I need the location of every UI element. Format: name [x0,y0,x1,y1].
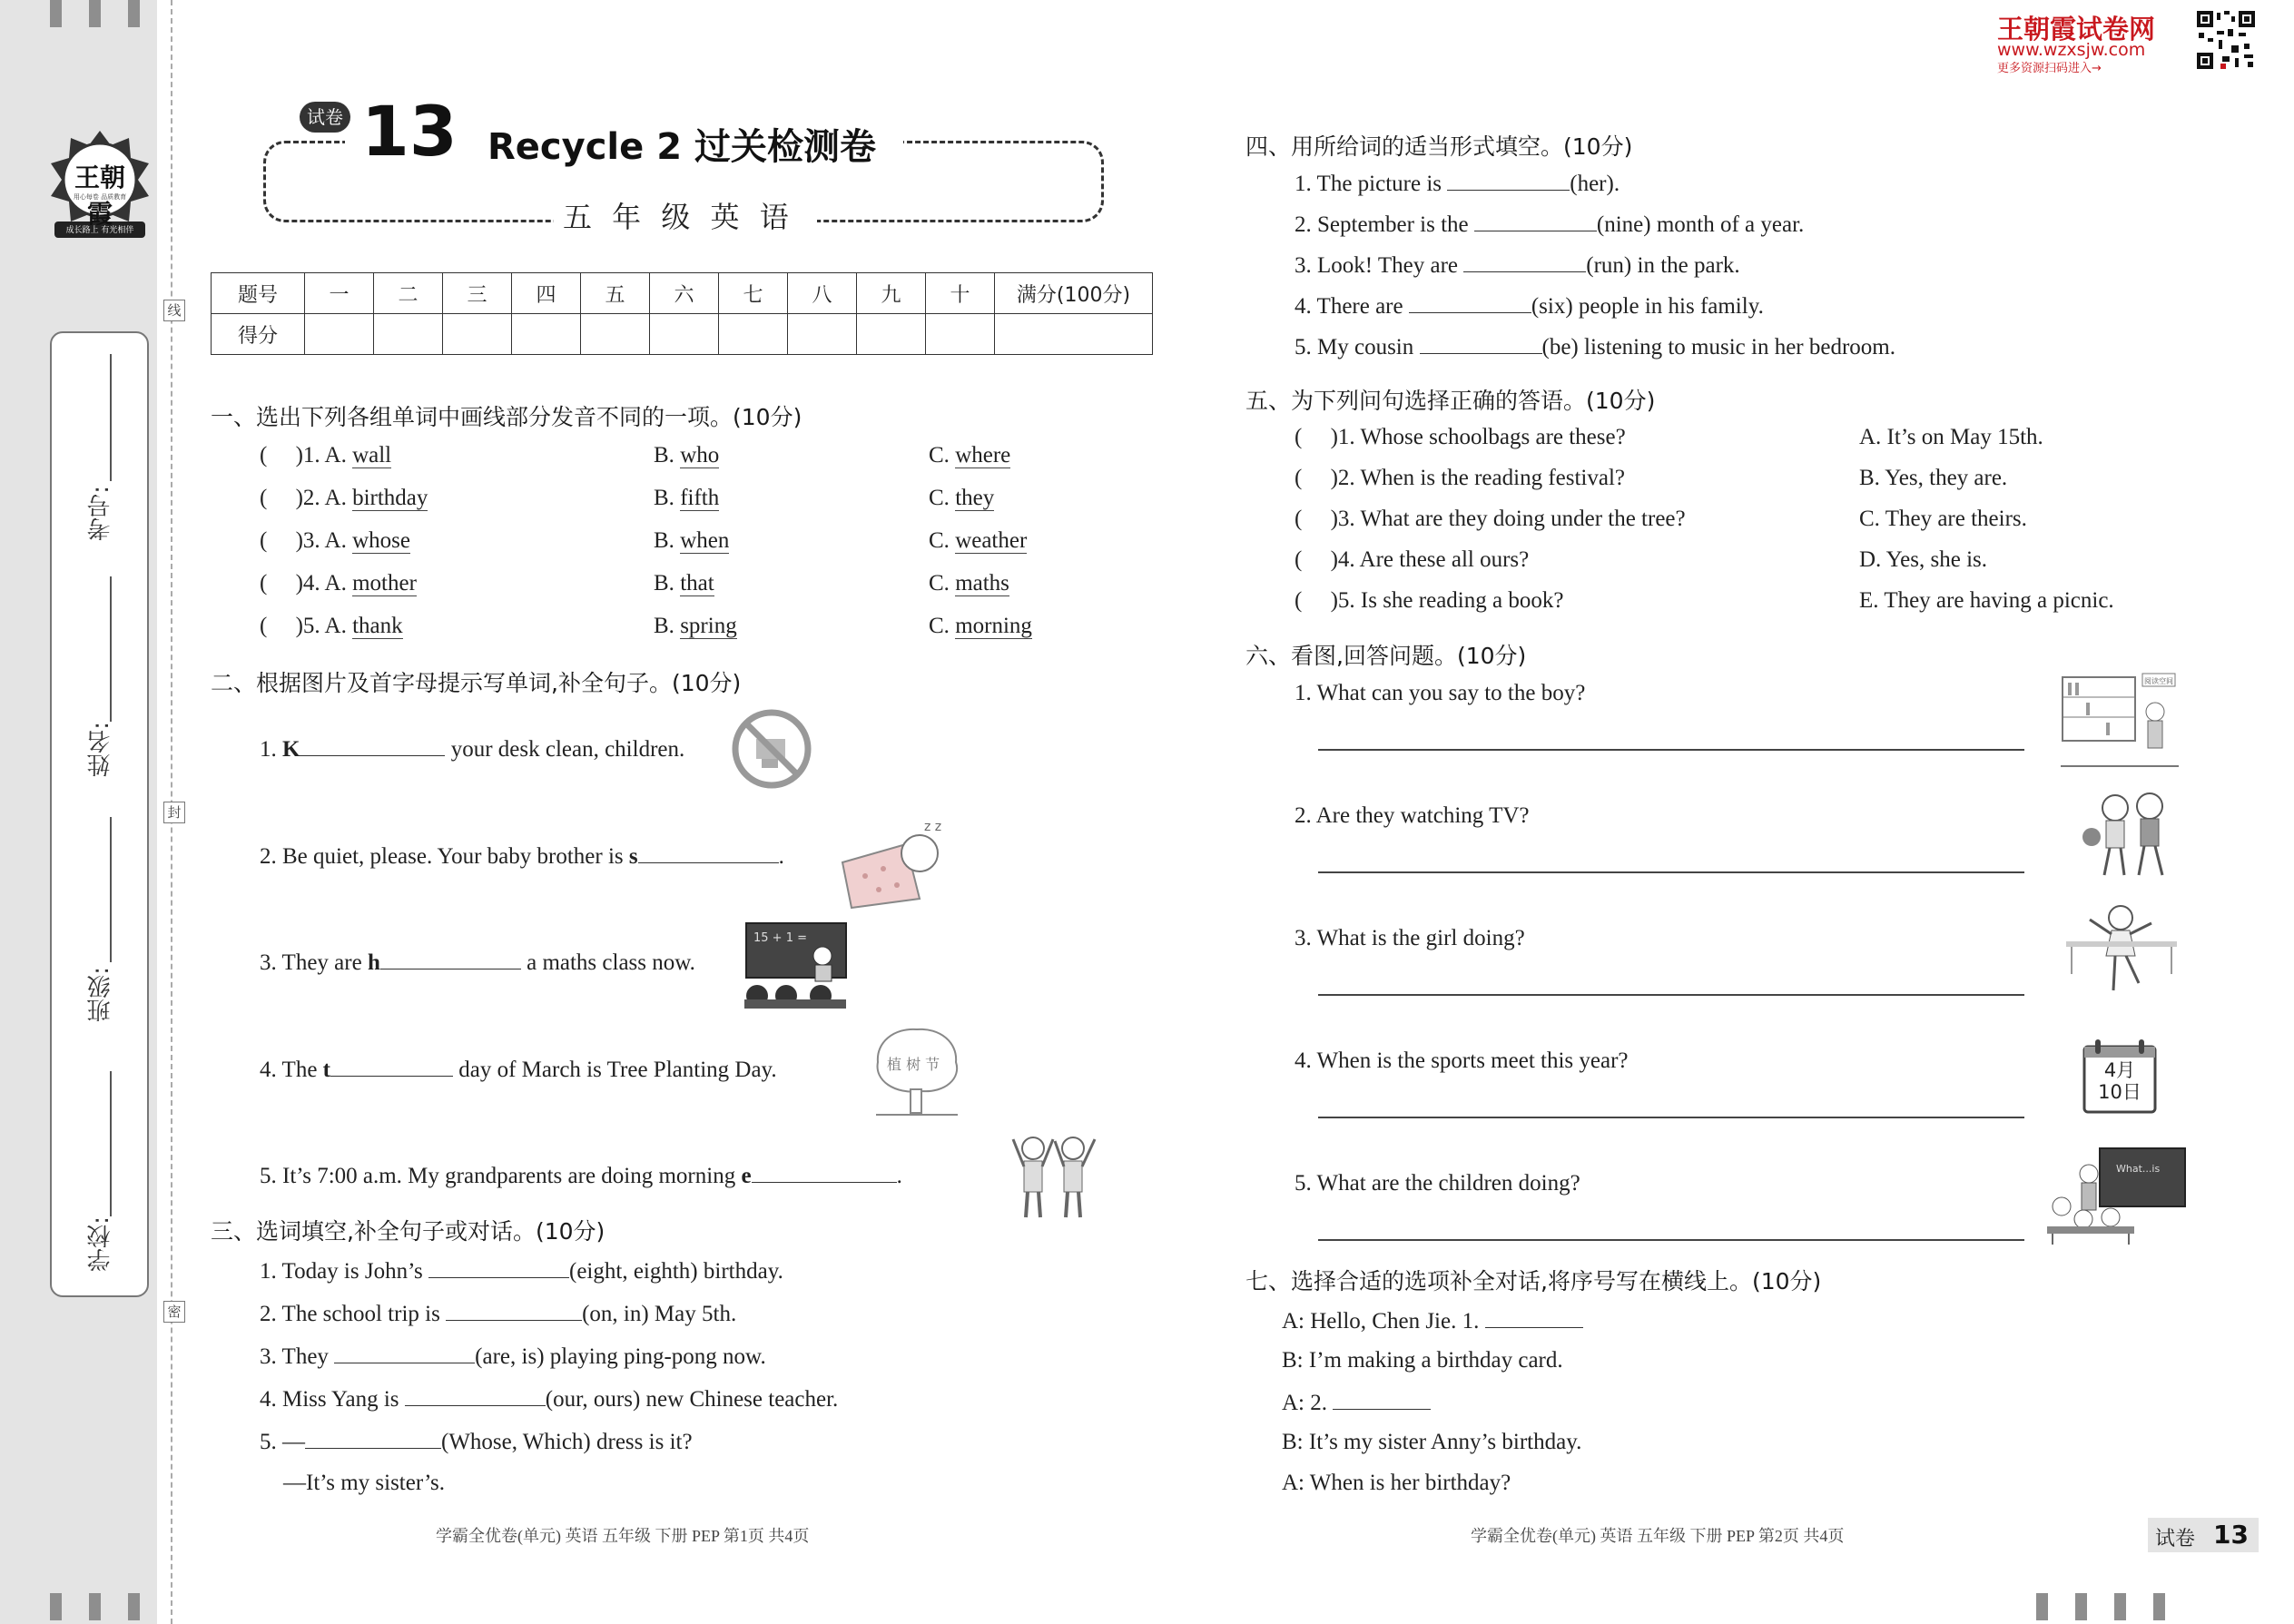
corner-mark [50,1593,62,1620]
s2-item-2: 2. Be quiet, please. Your baby brother is s . [260,844,784,869]
maths-class-icon [743,921,852,1012]
svg-text:z z: z z [924,820,942,834]
answer-line[interactable] [1318,994,2024,996]
table-cell: 三 [443,273,512,314]
answer-blank[interactable] [334,1343,475,1363]
section-4-title: 四、用所给词的适当形式填空。(10分) [1245,133,1633,160]
s1-item-4-c: C. maths [929,571,1009,595]
score-input-cell[interactable] [650,314,719,355]
student-info-box [50,331,149,1297]
brand-url[interactable]: www.wzxsjw.com [1997,40,2146,60]
table-cell: 七 [719,273,788,314]
sleeping-baby-icon [833,812,947,912]
score-row-values [212,314,1153,355]
class-label: 班级: [87,967,114,1022]
footer-left: 学霸全优卷(单元) 英语 五年级 下册 PEP 第1页 共4页 [436,1527,810,1545]
s1-item-2-c: C. they [929,486,995,510]
svg-text:阅读空间: 阅读空间 [2144,677,2173,685]
word-c: they [955,486,995,510]
corner-mark [128,1593,140,1620]
s1-item-1-b: B. who [654,443,720,468]
brand-logo [45,127,154,245]
word-c: morning [955,614,1032,638]
table-cell: 十 [926,273,995,314]
table-cell: 得分 [212,314,305,355]
score-input-cell[interactable] [374,314,443,355]
name-label: 姓名: [87,722,114,777]
word-c: weather [955,528,1028,553]
s5-answer-e: E. They are having a picnic. [1859,588,2114,613]
number-label: 考号: [87,486,114,541]
s5-question-3: ( )3. What are they doing under the tree? [1295,507,1686,531]
name-input-line[interactable] [110,576,112,722]
corner-mark [89,0,101,27]
cut-mark: 线 [163,300,185,321]
table-cell: 八 [788,273,857,314]
s3-item-4: 4. Miss Yang is (our, ours) new Chinese teacher. [260,1387,839,1412]
classroom-icon [2047,1147,2188,1246]
s5-question-4: ( )4. Are these all ours? [1295,547,1530,572]
section-2-title: 二、根据图片及首字母提示写单词,补全句子。(10分) [211,670,742,696]
word-c: maths [955,571,1009,595]
table-cell: 满分(100分) [995,273,1153,314]
answer-blank[interactable] [380,949,521,969]
s7-line-4: B: It’s my sister Anny’s birthday. [1282,1430,1582,1454]
word-b: fifth [680,486,720,510]
s6-question-5: 5. What are the children doing? [1295,1171,1580,1196]
s5-question-2: ( )2. When is the reading festival? [1295,466,1626,490]
answer-line[interactable] [1318,749,2024,751]
s1-item-5-c: C. morning [929,614,1032,638]
s5-answer-d: D. Yes, she is. [1859,547,1988,572]
s5-question-1: ( )1. Whose schoolbags are these? [1295,425,1626,449]
s1-item-4-b: B. that [654,571,714,595]
answer-blank[interactable] [428,1257,569,1278]
answer-line[interactable] [1318,871,2024,873]
s1-item-3-c: C. weather [929,528,1028,553]
s1-item-5: ( )5. A. thank [260,614,403,638]
s4-item-1: 1. The picture is (her). [1295,172,1620,196]
s5-answer-b: B. Yes, they are. [1859,466,2008,490]
answer-blank[interactable] [1485,1307,1583,1328]
calendar-day: 10日 [2098,1081,2141,1103]
s1-item-3-b: B. when [654,528,730,553]
s2-item-1: 1. K your desk clean, children. [260,737,685,762]
answer-blank[interactable] [1474,211,1597,231]
answer-blank[interactable] [752,1162,897,1183]
s3-item-3: 3. They (are, is) playing ping-pong now. [260,1344,766,1369]
section-7-title: 七、选择合适的选项补全对话,将序号写在横线上。(10分) [1245,1268,1822,1294]
s7-line-5: A: When is her birthday? [1282,1471,1511,1495]
corner-mark [2153,1593,2165,1620]
table-cell: 二 [374,273,443,314]
s5-question-5: ( )5. Is she reading a book? [1295,588,1564,613]
s5-answer-c: C. They are theirs. [1859,507,2027,531]
cut-mark: 封 [163,802,185,823]
footer-right: 学霸全优卷(单元) 英语 五年级 下册 PEP 第2页 共4页 [1471,1527,1845,1545]
page-tag-label: 试卷 [2155,1528,2196,1550]
table-cell: 一 [305,273,374,314]
s6-question-2: 2. Are they watching TV? [1295,803,1530,828]
exam-number: 13 [361,91,458,172]
hint-letter: K [282,737,300,762]
class-input-line[interactable] [110,817,112,962]
s1-item-1: ( )1. A. wall [260,443,392,468]
section-3-title: 三、选词填空,补全句子或对话。(10分) [211,1218,605,1245]
calendar-icon [2081,1038,2159,1116]
table-cell: 题号 [212,273,305,314]
word-a: birthday [352,486,428,510]
word-a: wall [352,443,392,468]
answer-blank[interactable] [446,1300,582,1321]
calendar-month: 4月 [2103,1059,2136,1081]
answer-line[interactable] [1318,1239,2024,1241]
page-tag-number: 13 [2213,1520,2249,1550]
s1-item-2-b: B. fifth [654,486,720,510]
section-6-title: 六、看图,回答问题。(10分) [1245,643,1527,669]
svg-text:What...is: What...is [2116,1163,2161,1175]
brand-tagline: 更多资源扫码进入→ [1997,62,2102,75]
word-b: spring [680,614,737,638]
corner-mark [2075,1593,2087,1620]
s1-item-4: ( )4. A. mother [260,571,417,595]
answer-blank[interactable] [1420,333,1542,354]
table-cell: 九 [857,273,926,314]
word-a: mother [352,571,417,595]
word-a: whose [352,528,410,553]
s3-reply: —It’s my sister’s. [283,1471,446,1495]
library-icon [2061,672,2179,770]
table-cell: 五 [581,273,650,314]
corner-mark [128,0,140,27]
page-subtitle: 五 年 级 英 语 [563,200,794,234]
hint-letter: t [322,1058,330,1082]
hint-letter: s [628,844,638,869]
s6-question-1: 1. What can you say to the boy? [1295,681,1586,705]
logo-ribbon: 成长路上 有光相伴 [65,226,134,235]
answer-blank[interactable] [305,1428,441,1449]
hint-letter: h [367,950,380,975]
s4-item-5: 5. My cousin (be) listening to music in her bedroom. [1295,335,1896,359]
table-cell: 六 [650,273,719,314]
s1-item-2: ( )2. A. birthday [260,486,428,510]
logo-subtext: 用心每卷 品质教育 [73,193,127,201]
answer-line[interactable] [1318,1117,2024,1118]
s4-item-2: 2. September is the (nine) month of a year. [1295,212,1805,237]
score-input-cell[interactable] [857,314,926,355]
kids-playing-icon [2079,792,2183,882]
table-cell: 四 [512,273,581,314]
score-input-cell[interactable] [512,314,581,355]
exam-badge: 试卷 [300,102,350,133]
s3-item-5: 5. — (Whose, Which) dress is it? [260,1430,693,1454]
word-b: when [680,528,730,553]
brand-name: 王朝霞试卷网 [1997,14,2156,44]
answer-blank[interactable] [1463,251,1586,272]
corner-mark [2114,1593,2126,1620]
s3-item-2: 2. The school trip is (on, in) May 5th. [260,1302,737,1326]
answer-blank[interactable] [300,735,445,756]
page-tag [2148,1518,2259,1552]
s7-line-2: B: I’m making a birthday card. [1282,1348,1563,1373]
answer-blank[interactable] [405,1385,546,1406]
word-b: that [680,571,714,595]
score-input-cell[interactable] [581,314,650,355]
s6-question-4: 4. When is the sports meet this year? [1295,1048,1629,1073]
cut-mark: 密 [163,1301,185,1323]
answer-blank[interactable] [1333,1389,1431,1410]
tree-planting-icon [867,1024,967,1119]
word-a: thank [352,614,403,638]
corner-mark [50,0,62,27]
s4-item-3: 3. Look! They are (run) in the park. [1295,253,1740,278]
s5-answer-a: A. It’s on May 15th. [1859,425,2043,449]
score-input-cell[interactable] [995,314,1153,355]
svg-text:15 + 1 =: 15 + 1 = [753,931,807,945]
s6-question-3: 3. What is the girl doing? [1295,926,1525,950]
hint-letter: e [741,1164,752,1188]
school-input-line[interactable] [110,1071,112,1216]
s2-item-5: 5. It’s 7:00 a.m. My grandparents are doing morning e . [260,1164,902,1188]
girl-dancing-icon [2063,901,2181,997]
corner-mark [2036,1593,2048,1620]
score-input-cell[interactable] [788,314,857,355]
section-1-title: 一、选出下列各组单词中画线部分发音不同的一项。(10分) [211,404,802,430]
school-label: 学校: [87,1216,114,1272]
answer-blank[interactable] [1409,292,1531,313]
corner-mark [89,1593,101,1620]
s7-line-3: A: 2. [1282,1389,1431,1416]
answer-blank[interactable] [638,842,779,863]
score-row-header [212,273,1153,314]
s1-item-5-b: B. spring [654,614,737,638]
s4-item-4: 4. There are (six) people in his family. [1295,294,1764,319]
s7-line-1: A: Hello, Chen Jie. 1. [1282,1307,1583,1334]
score-table [211,272,1153,355]
score-input-cell[interactable] [443,314,512,355]
word-c: where [955,443,1011,468]
s1-item-3: ( )3. A. whose [260,528,410,553]
s2-item-4: 4. The t day of March is Tree Planting Day. [260,1058,777,1082]
s2-item-3: 3. They are h a maths class now. [260,950,695,975]
no-litter-icon [731,708,812,790]
logo-text: 王朝霞 [74,162,125,229]
morning-exercise-icon [1009,1130,1100,1221]
score-input-cell[interactable] [926,314,995,355]
section-5-title: 五、为下列问句选择正确的答语。(10分) [1245,388,1656,414]
s3-item-1: 1. Today is John’s (eight, eighth) birthday. [260,1259,783,1284]
s1-item-1-c: C. where [929,443,1011,468]
score-input-cell[interactable] [305,314,374,355]
word-b: who [680,443,720,468]
score-input-cell[interactable] [719,314,788,355]
answer-blank[interactable] [1447,170,1570,191]
answer-blank[interactable] [330,1056,453,1077]
page-title: Recycle 2 过关检测卷 [487,126,876,168]
item-number: )1. A. [295,443,353,468]
number-input-line[interactable] [110,354,112,481]
qr-code[interactable] [2195,9,2257,71]
svg-text:植 树 节: 植 树 节 [887,1056,940,1073]
